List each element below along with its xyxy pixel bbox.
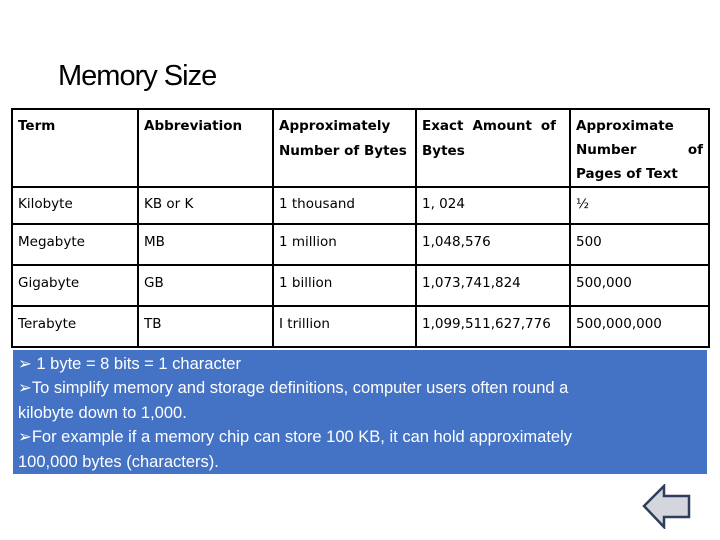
cell-abbreviation: MB <box>138 224 273 265</box>
cell-exact-bytes: 1, 024 <box>416 187 570 224</box>
cell-abbreviation: GB <box>138 265 273 306</box>
note-line: ➢For example if a memory chip can store 100 KB, it can hold approximately <box>18 428 572 447</box>
notes-box <box>13 350 707 474</box>
table-row <box>12 265 709 306</box>
cell-pages: 500 <box>570 224 709 265</box>
table-row <box>12 306 709 347</box>
cell-term: Gigabyte <box>12 265 138 306</box>
bullet-arrow-icon: ➢ <box>18 379 32 398</box>
note-line: ➢To simplify memory and storage definitions, computer users often round a <box>18 379 569 398</box>
cell-abbreviation: KB or K <box>138 187 273 224</box>
header-abbreviation: Abbreviation <box>138 109 273 187</box>
cell-exact-bytes: 1,073,741,824 <box>416 265 570 306</box>
slide-title: Memory Size <box>58 60 217 92</box>
cell-approx-bytes: 1 thousand <box>273 187 416 224</box>
cell-abbreviation: TB <box>138 306 273 347</box>
cell-exact-bytes: 1,048,576 <box>416 224 570 265</box>
cell-term: Megabyte <box>12 224 138 265</box>
memory-size-table <box>11 108 710 348</box>
header-pages-of-text: Approximate Number of Pages of Text <box>570 109 709 187</box>
cell-pages: ½ <box>570 187 709 224</box>
cell-term: Kilobyte <box>12 187 138 224</box>
cell-exact-bytes: 1,099,511,627,776 <box>416 306 570 347</box>
note-line: ➢ 1 byte = 8 bits = 1 character <box>18 355 241 373</box>
bullet-arrow-icon: ➢ <box>18 355 32 373</box>
left-arrow-icon <box>642 484 692 529</box>
back-button[interactable] <box>642 484 692 529</box>
cell-pages: 500,000 <box>570 265 709 306</box>
table-row <box>12 224 709 265</box>
cell-term: Terabyte <box>12 306 138 347</box>
cell-approx-bytes: 1 million <box>273 224 416 265</box>
cell-approx-bytes: 1 billion <box>273 265 416 306</box>
table-row <box>12 187 709 224</box>
note-line: 100,000 bytes (characters). <box>18 452 219 471</box>
cell-approx-bytes: I trillion <box>273 306 416 347</box>
bullet-arrow-icon: ➢ <box>18 428 32 447</box>
cell-pages: 500,000,000 <box>570 306 709 347</box>
header-term: Term <box>12 109 138 187</box>
header-approx-bytes: Approximately Number of Bytes <box>273 109 416 187</box>
table-header-row <box>12 109 709 187</box>
header-exact-bytes: Exact Amount of Bytes <box>416 109 570 187</box>
note-line: kilobyte down to 1,000. <box>18 403 187 422</box>
